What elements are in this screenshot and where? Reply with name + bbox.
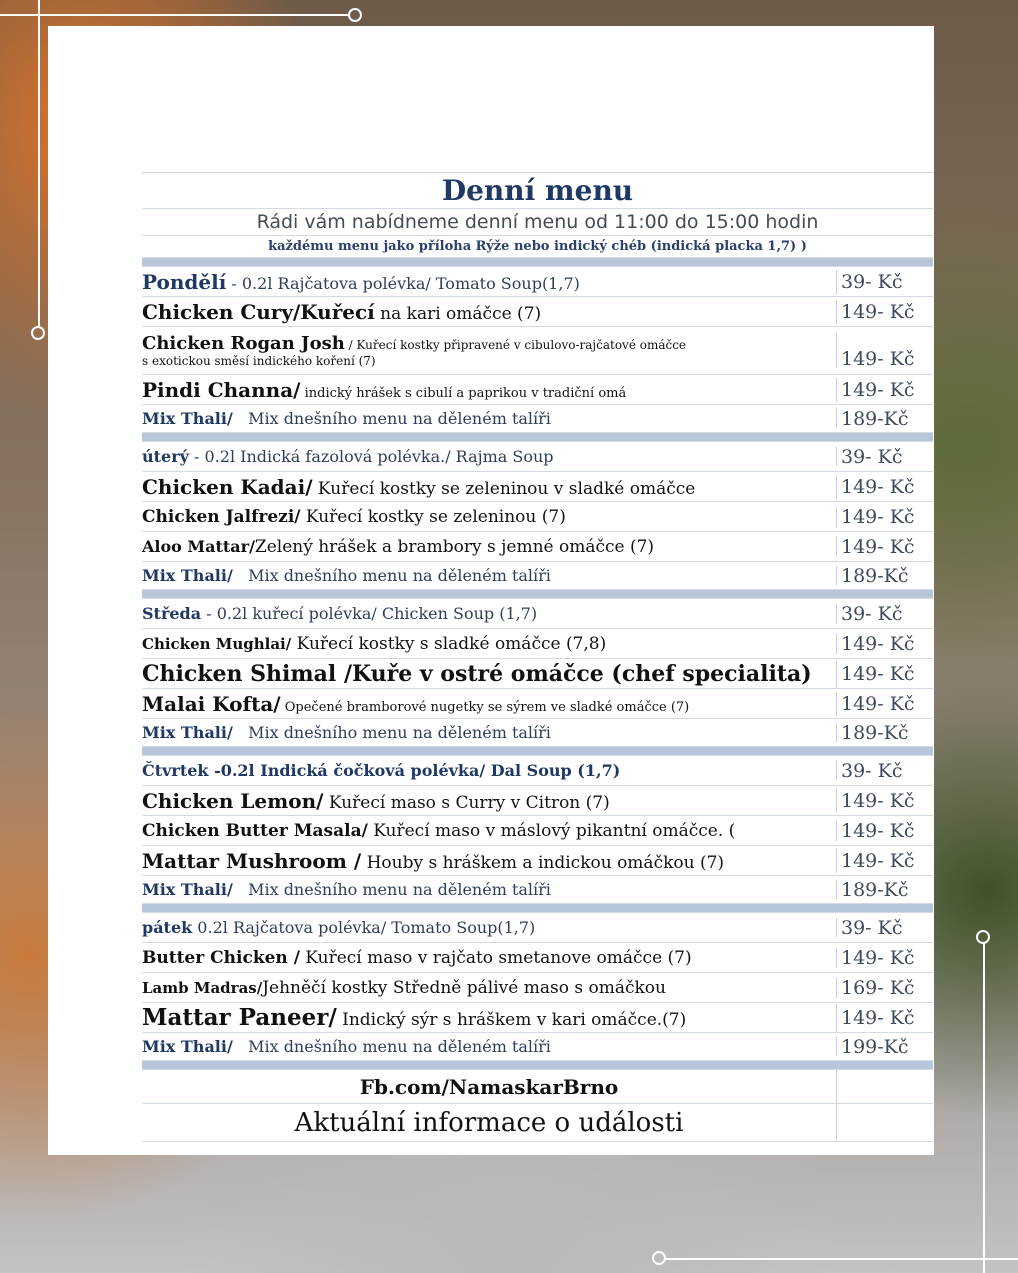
dish-desc: Jehněčí kostky Středně pálivé maso s omáčkou xyxy=(262,977,666,998)
dish-name: Lamb Madras/ xyxy=(142,978,263,997)
mix-thali-text xyxy=(142,409,837,428)
mix-thali-row xyxy=(142,1033,933,1061)
dish-desc: Kuřecí maso s Curry v Citron (7) xyxy=(323,792,610,813)
dish-desc: Kuřecí kostky se zeleninou v sladké omáčce xyxy=(312,478,696,499)
dish-text xyxy=(142,333,837,368)
price: 189-Kč xyxy=(841,564,909,587)
mix-thali-row xyxy=(142,719,933,747)
decor-line-right xyxy=(983,942,985,1273)
day-separator xyxy=(142,433,933,442)
dish-row xyxy=(142,816,933,846)
price: 39- Kč xyxy=(841,445,903,468)
dish-name: Chicken Kadai/ xyxy=(142,474,313,499)
menu-title: Denní menu xyxy=(441,173,634,207)
day-separator xyxy=(142,904,933,913)
soup-desc: - 0.2l Indická fazolová polévka./ Rajma Soup xyxy=(188,447,554,466)
soup-desc: 0.2l Rajčatova polévka/ Tomato Soup(1,7) xyxy=(192,918,536,937)
dish-desc: Kuřecí maso v máslový pikantní omáčce. ( xyxy=(367,820,736,841)
price: 199-Kč xyxy=(841,1035,909,1058)
dish-desc: Kuřecí maso v rajčato smetanove omáčce (7) xyxy=(299,947,692,968)
dish-row xyxy=(142,472,933,502)
decor-line-top-h xyxy=(0,14,350,16)
menu-subtitle: Rádi vám nabídneme denní menu od 11:00 do 15:00 hodin xyxy=(256,210,819,233)
dish-name: Chicken Jalfrezi/ xyxy=(142,506,301,527)
decor-line-bottom-h xyxy=(666,1258,1018,1260)
day-name: Středa xyxy=(142,604,202,623)
soup-row xyxy=(142,913,933,943)
dish-text xyxy=(142,1004,837,1031)
price: 39- Kč xyxy=(841,759,903,782)
dish-desc: Houby s hráškem a indickou omáčkou (7) xyxy=(361,852,725,873)
dish-desc: Mix dnešního menu na děleném talíři xyxy=(248,880,551,899)
dish-desc: Kuřecí kostky s sladké omáčce (7,8) xyxy=(291,633,607,654)
soup-text xyxy=(142,918,837,937)
mix-thali-row xyxy=(142,876,933,904)
dish-name: Mattar Paneer/ xyxy=(142,1004,337,1031)
soup-row xyxy=(142,756,933,786)
mix-thali-text xyxy=(142,566,837,585)
price: 149- Kč xyxy=(841,535,915,558)
decor-dot xyxy=(976,930,990,944)
dish-row xyxy=(142,973,933,1003)
price: 149- Kč xyxy=(841,475,915,498)
dish-name: Mix Thali/ xyxy=(142,409,233,428)
menu-note-row xyxy=(142,236,933,258)
dish-row xyxy=(142,786,933,816)
dish-desc: Mix dnešního menu na děleném talíři xyxy=(248,409,551,428)
dish-text xyxy=(142,821,837,841)
dish-text xyxy=(142,789,837,813)
day-name: pátek xyxy=(142,918,193,937)
price: 149- Kč xyxy=(841,946,915,969)
day-name: Pondělí xyxy=(142,269,227,294)
menu-sheet xyxy=(142,172,933,1142)
dish-text xyxy=(142,661,837,687)
menu-days xyxy=(142,258,933,1070)
dish-desc: indický hrášek s cibulí a paprikou v tradiční omá xyxy=(300,385,627,401)
menu-subtitle-row xyxy=(142,209,933,236)
price: 149- Kč xyxy=(841,378,915,401)
dish-name: Butter Chicken / xyxy=(142,947,300,968)
price: 149- Kč xyxy=(841,348,915,370)
decor-dot xyxy=(31,326,45,340)
dish-name: Chicken Cury/Kuřecí xyxy=(142,299,375,324)
price: 149- Kč xyxy=(841,632,915,655)
dish-name: Mix Thali/ xyxy=(142,566,233,585)
dish-row xyxy=(142,846,933,876)
price: 149- Kč xyxy=(841,1006,915,1029)
dish-desc: Opečené bramborové nugetky se sýrem ve sladké omáčce (7) xyxy=(280,699,690,715)
soup-text xyxy=(142,604,837,623)
dish-text xyxy=(142,378,837,402)
dish-desc: na kari omáčce (7) xyxy=(374,303,542,324)
dish-text xyxy=(142,634,837,654)
soup-text xyxy=(142,761,837,780)
soup-text xyxy=(142,270,837,294)
soup-row xyxy=(142,442,933,472)
dish-name: Mattar Mushroom / xyxy=(142,848,362,873)
dish-name: Chicken Lemon/ xyxy=(142,788,324,813)
dish-name: Aloo Mattar/ xyxy=(142,536,255,556)
price: 149- Kč xyxy=(841,849,915,872)
dish-name: Chicken Shimal /Kuře v ostré omáčce (chef specialita) xyxy=(142,660,812,687)
dish-name: Mix Thali/ xyxy=(142,880,233,899)
day-name: Čtvrtek -0.2l Indická čočková polévka/ Dal Soup (1,7) xyxy=(142,761,621,780)
soup-desc: - 0.2l Rajčatova polévka/ Tomato Soup(1,7) xyxy=(226,273,580,293)
mix-thali-row xyxy=(142,405,933,433)
day-separator xyxy=(142,590,933,599)
dish-desc: Zelený hrášek a brambory s jemné omáčce (7) xyxy=(254,536,655,557)
decor-dot xyxy=(348,8,362,22)
dish-row xyxy=(142,532,933,562)
dish-desc: / Kuřecí kostky připravené v cibulovo-rajčatové omáčce xyxy=(344,338,687,352)
dish-text xyxy=(142,692,837,716)
price: 39- Kč xyxy=(841,270,903,293)
price: 149- Kč xyxy=(841,662,915,685)
info-text: Aktuální informace o události xyxy=(142,1104,837,1142)
price: 149- Kč xyxy=(841,300,915,323)
decor-dot xyxy=(652,1251,666,1265)
dish-text xyxy=(142,537,837,557)
soup-row xyxy=(142,267,933,297)
dish-text xyxy=(142,300,837,324)
mix-thali-text xyxy=(142,880,837,899)
dish-row xyxy=(142,502,933,532)
dish-name: Chicken Rogan Josh xyxy=(142,333,345,354)
dish-row xyxy=(142,1003,933,1033)
dish-desc: Mix dnešního menu na děleném talíři xyxy=(248,723,551,742)
dish-row xyxy=(142,629,933,659)
mix-thali-text xyxy=(142,1037,837,1056)
dish-name: Chicken Butter Masala/ xyxy=(142,820,368,841)
day-separator xyxy=(142,258,933,267)
dish-row xyxy=(142,327,933,375)
day-name: úterý xyxy=(142,447,189,466)
price: 189-Kč xyxy=(841,407,909,430)
menu-note: každému menu jako příloha Rýže nebo indický chéb (indická placka 1,7) ) xyxy=(268,238,807,254)
dish-row xyxy=(142,375,933,405)
dish-name: Mix Thali/ xyxy=(142,723,233,742)
mix-thali-row xyxy=(142,562,933,590)
facebook-row xyxy=(142,1070,933,1104)
mix-thali-text xyxy=(142,723,837,742)
dish-name: Pindi Channa/ xyxy=(142,377,301,402)
dish-name: Malai Kofta/ xyxy=(142,691,281,716)
dish-name: Mix Thali/ xyxy=(142,1037,233,1056)
price: 169- Kč xyxy=(841,976,915,999)
price: 39- Kč xyxy=(841,916,903,939)
dish-row xyxy=(142,297,933,327)
dish-desc: Kuřecí kostky se zeleninou (7) xyxy=(300,506,566,527)
price: 39- Kč xyxy=(841,602,903,625)
day-separator xyxy=(142,747,933,756)
dish-name: Chicken Mughlai/ xyxy=(142,634,292,653)
soup-row xyxy=(142,599,933,629)
dish-text xyxy=(142,948,837,968)
dish-text xyxy=(142,849,837,873)
dish-desc: Mix dnešního menu na děleném talíři xyxy=(248,1037,551,1056)
decor-line-top xyxy=(38,0,40,326)
dish-row xyxy=(142,659,933,689)
price: 149- Kč xyxy=(841,819,915,842)
dish-text xyxy=(142,978,837,998)
price: 189-Kč xyxy=(841,878,909,901)
price: 189-Kč xyxy=(841,721,909,744)
price: 149- Kč xyxy=(841,505,915,528)
dish-row xyxy=(142,689,933,719)
info-row xyxy=(142,1104,933,1142)
dish-desc: Mix dnešního menu na děleném talíři xyxy=(248,566,551,585)
facebook-link[interactable]: Fb.com/NamaskarBrno xyxy=(142,1070,837,1104)
dish-row xyxy=(142,943,933,973)
soup-text xyxy=(142,447,837,466)
menu-title-row xyxy=(142,173,933,209)
dish-text xyxy=(142,507,837,527)
dish-text xyxy=(142,475,837,499)
dish-desc-line2: s exotickou směsí indického koření (7) xyxy=(142,354,376,368)
price: 149- Kč xyxy=(841,789,915,812)
soup-desc: - 0.2l kuřecí polévka/ Chicken Soup (1,7) xyxy=(201,604,538,623)
price: 149- Kč xyxy=(841,692,915,715)
dish-desc: Indický sýr s hráškem v kari omáčce.(7) xyxy=(336,1010,687,1030)
